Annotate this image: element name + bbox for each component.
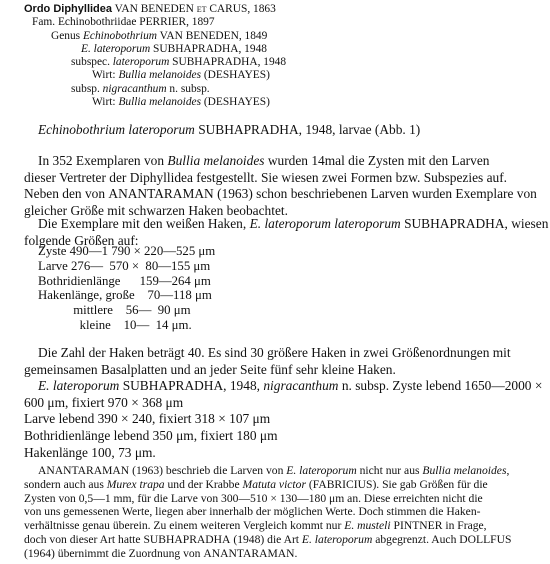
text: in Frage, xyxy=(442,519,487,533)
para3-line-3 xyxy=(24,378,543,395)
order-author: VAN BENEDEN et CARUS, 1863 xyxy=(112,3,276,15)
para4-line-4: von uns gemessenen Werte, liegen aber innerhalb der möglichen Werte. Doch stimmen die Haken- xyxy=(24,505,481,519)
subspecies-2-name: nigracanthum xyxy=(102,82,167,95)
species-name: Murex trapa xyxy=(106,477,165,491)
measurement-row: Larve 276— 570 × 80—155 μm xyxy=(38,258,211,273)
para3-line-6: Bothridienlänge lebend 350 μm, fixiert 180 μm xyxy=(24,427,278,443)
text: verhältnisse genau überein. Zu einem weiteren Vergleich kommt nur xyxy=(24,519,345,533)
para4-line-1 xyxy=(24,464,537,478)
genus-name: Echinobothrium xyxy=(82,29,157,42)
text: sondern auch aus xyxy=(24,477,107,491)
para1-line-2: dieser Vertreter der Diphyllidea festgestellt. Sie wiesen zwei Formen bzw. Subspezies auf. xyxy=(24,169,508,185)
para2-line-2: folgende Größen auf: xyxy=(24,232,139,248)
text: (1948) die Art xyxy=(230,532,302,546)
taxonomy-block xyxy=(24,3,286,109)
author-name: SUBHAPRADHA xyxy=(143,532,231,546)
author-name: SUBHAPRADHA xyxy=(119,378,224,394)
family-author: PERRIER, 1897 xyxy=(139,16,215,29)
host-2-author: (DESHAYES) xyxy=(201,96,270,109)
subspecies-1-prefix: subspec. xyxy=(71,56,113,69)
para4-line-7 xyxy=(24,547,537,561)
measurement-row: mittlere 56— 90 μm xyxy=(38,303,191,318)
para3-line-2: gemeinsamen Basalplatten und an jeder Seite fünf sehr kleine Haken. xyxy=(24,361,396,377)
author-name: PINTNER xyxy=(390,519,443,533)
author-name: ANANTARAMAN xyxy=(38,464,130,477)
text: und der Krabbe xyxy=(164,477,243,491)
taxon-host-1 xyxy=(24,69,286,82)
host-name: Bullia melanoides xyxy=(167,153,265,168)
taxon-species xyxy=(24,43,286,56)
subspecies-name: nigracanthum xyxy=(263,378,339,394)
species-name: E. lateroporum xyxy=(301,532,373,546)
order-name: Ordo Diphyllidea xyxy=(24,3,113,15)
species-name: E. lateroporum xyxy=(286,464,357,477)
host-1-name: Bullia melanoides xyxy=(118,69,202,82)
text: , wiesen xyxy=(504,216,549,231)
section-heading xyxy=(38,122,420,138)
family-name: Fam. Echinobothriidae xyxy=(32,16,140,29)
text: ( xyxy=(305,477,313,491)
para3-line-5: Larve lebend 390 × 240, fixiert 318 × 107 μm xyxy=(24,411,271,427)
para1-line-1 xyxy=(24,153,537,170)
measurement-row: Bothridienlänge 159—264 μm xyxy=(38,273,211,288)
taxon-subspecies-1 xyxy=(24,56,286,69)
taxon-subspecies-2 xyxy=(24,83,286,96)
paragraph-3 xyxy=(24,345,543,461)
host-1-prefix: Wirt: xyxy=(92,69,119,82)
paragraph-4 xyxy=(24,464,537,561)
text: Neben den von xyxy=(24,186,109,202)
para3-line-1: Die Zahl der Haken beträgt 40. Es sind 30 größere Haken in zwei Größenordnungen mit xyxy=(38,345,511,360)
host-name: Bullia melanoides xyxy=(422,464,507,477)
text: In 352 Exemplaren von xyxy=(38,153,168,168)
para4-line-2 xyxy=(24,478,537,492)
text: . xyxy=(294,546,298,560)
para2-line-1 xyxy=(24,216,549,233)
taxon-order xyxy=(24,3,286,16)
para3-line-7: Hakenlänge 100, 73 μm. xyxy=(24,444,156,460)
text: , 1948, xyxy=(223,378,264,394)
heading-rest: , 1948, larvae (Abb. 1) xyxy=(298,122,421,137)
subspecies-2-author: n. subsp. xyxy=(166,82,210,95)
text: (1963) schon beschriebenen Larven wurden Exemplare von xyxy=(213,186,537,202)
para4-line-5 xyxy=(24,519,537,533)
measurement-row: Hakenlänge, große 70—118 μm xyxy=(38,288,212,303)
para1-line-4: gleicher Größe mit schwarzen Haken beobachtet. xyxy=(24,202,288,218)
species-name: E. lateroporum xyxy=(38,378,120,394)
species-name: Matuta victor xyxy=(242,477,306,491)
para3-line-4: 600 μm, fixiert 970 × 368 μm xyxy=(24,394,184,410)
species-name: E. lateroporum xyxy=(81,42,151,55)
author-name: SUBHAPRADHA xyxy=(400,216,505,231)
measurement-list xyxy=(38,244,215,333)
text: n. subsp. Zyste lebend 1650—2000 × xyxy=(338,378,543,394)
para4-line-6 xyxy=(24,533,537,547)
species-author: SUBHAPRADHA, 1948 xyxy=(150,42,267,55)
host-2-name: Bullia melanoides xyxy=(118,96,202,109)
text: abgegrenzt. Auch xyxy=(372,532,460,546)
subspecies-1-author: SUBHAPRADHA, 1948 xyxy=(169,56,287,69)
author-name: ANANTARAMAN xyxy=(203,546,295,560)
host-2-prefix: Wirt: xyxy=(92,96,119,109)
heading-author: SUBHAPRADHA xyxy=(194,122,299,137)
taxon-host-2 xyxy=(24,96,286,109)
author-name: DOLLFUS xyxy=(459,532,512,546)
paragraph-1 xyxy=(24,153,537,219)
heading-species: Echinobothrium lateroporum xyxy=(38,122,195,137)
para4-line-3: Zysten von 0,5—1 mm, für die Larve von 300—510 × 130—180 μm an. Diese erreichten nicht die xyxy=(24,491,483,505)
taxon-genus xyxy=(24,30,286,43)
measurement-row: kleine 10— 14 μm. xyxy=(38,317,192,332)
genus-prefix: Genus xyxy=(51,29,83,42)
measurement-row: Zyste 490—1 790 × 220—525 μm xyxy=(38,244,216,258)
text: , xyxy=(506,464,510,477)
text: (1963) beschrieb die Larven von xyxy=(129,464,287,477)
subspecies-2-prefix: subsp. xyxy=(71,82,103,95)
subspecies-1-name: lateroporum xyxy=(112,56,170,69)
text: doch von dieser Art hatte xyxy=(24,532,144,546)
text: wurden 14mal die Zysten mit den Larven xyxy=(264,153,490,168)
author-name: ANANTARAMAN xyxy=(108,186,214,202)
text: Die Exemplare mit den weißen Haken, xyxy=(38,216,250,231)
species-name: E. lateroporum lateroporum xyxy=(249,216,401,231)
taxon-family xyxy=(24,16,286,29)
text: nicht nur aus xyxy=(356,464,423,477)
species-name: E. musteli xyxy=(344,519,391,533)
para1-line-3 xyxy=(24,186,537,203)
genus-author: VAN BENEDEN, 1849 xyxy=(157,29,268,42)
text: (1964) übernimmt die Zuordnung von xyxy=(24,546,204,560)
text: ). Sie gab Größen für die xyxy=(372,477,488,491)
author-name: FABRICIUS xyxy=(312,477,373,491)
host-1-author: (DESHAYES) xyxy=(201,69,270,82)
